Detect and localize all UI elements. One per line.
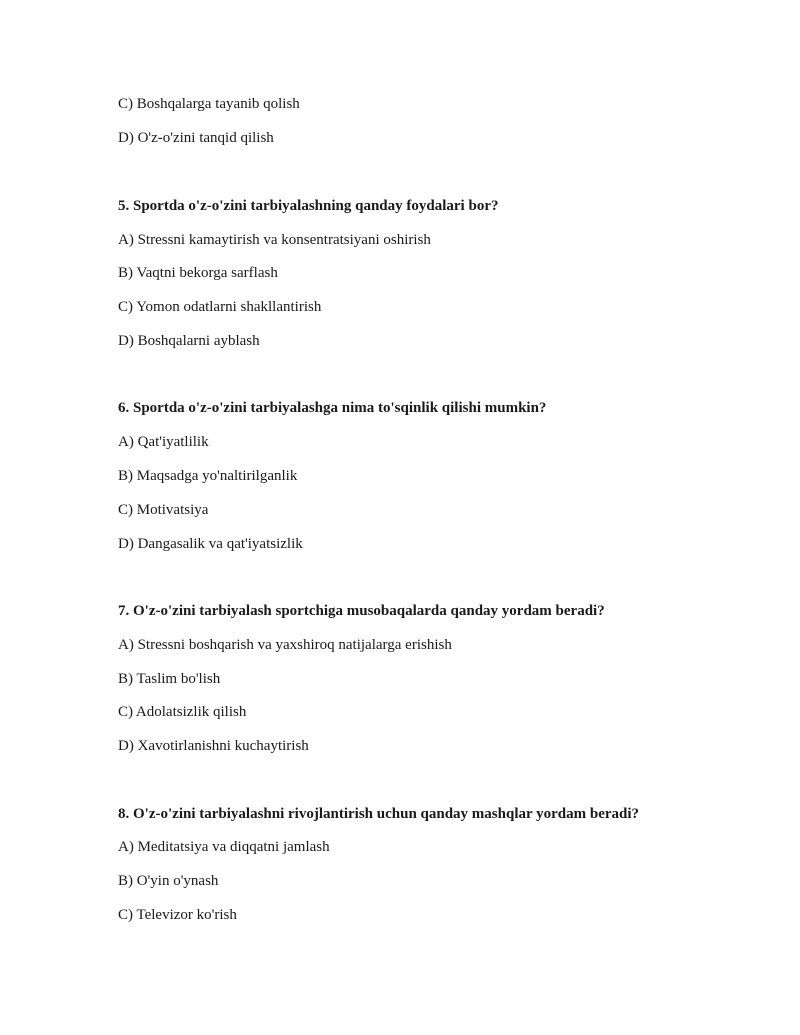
option-6c: C) Motivatsiya xyxy=(118,502,209,518)
option-7b: B) Taslim bo'lish xyxy=(118,671,221,687)
question-6: 6. Sportda o'z-o'zini tarbiyalashga nima to'sqinlik qilishi mumkin? xyxy=(118,400,547,416)
option-6a: A) Qat'iyatlilik xyxy=(118,434,209,450)
option-5d: D) Boshqalarni ayblash xyxy=(118,333,260,349)
option-5a: A) Stressni kamaytirish va konsentratsiyani oshirish xyxy=(118,232,431,248)
question-7: 7. O'z-o'zini tarbiyalash sportchiga musobaqalarda qanday yordam beradi? xyxy=(118,603,605,619)
option-8b: B) O'yin o'ynash xyxy=(118,873,219,889)
option-7c: C) Adolatsizlik qilish xyxy=(118,704,247,720)
option-7a: A) Stressni boshqarish va yaxshiroq natijalarga erishish xyxy=(118,637,452,653)
option-7d: D) Xavotirlanishni kuchaytirish xyxy=(118,738,309,754)
option-6d: D) Dangasalik va qat'iyatsizlik xyxy=(118,536,303,552)
option-5b: B) Vaqtni bekorga sarflash xyxy=(118,265,278,281)
question-8: 8. O'z-o'zini tarbiyalashni rivojlantirish uchun qanday mashqlar yordam beradi? xyxy=(118,806,640,822)
option-4d: D) O'z-o'zini tanqid qilish xyxy=(118,130,274,146)
option-5c: C) Yomon odatlarni shakllantirish xyxy=(118,299,322,315)
option-8a: A) Meditatsiya va diqqatni jamlash xyxy=(118,839,330,855)
option-4c: C) Boshqalarga tayanib qolish xyxy=(118,96,300,112)
option-6b: B) Maqsadga yo'naltirilganlik xyxy=(118,468,298,484)
question-5: 5. Sportda o'z-o'zini tarbiyalashning qanday foydalari bor? xyxy=(118,198,499,214)
option-8c: C) Televizor ko'rish xyxy=(118,907,237,923)
